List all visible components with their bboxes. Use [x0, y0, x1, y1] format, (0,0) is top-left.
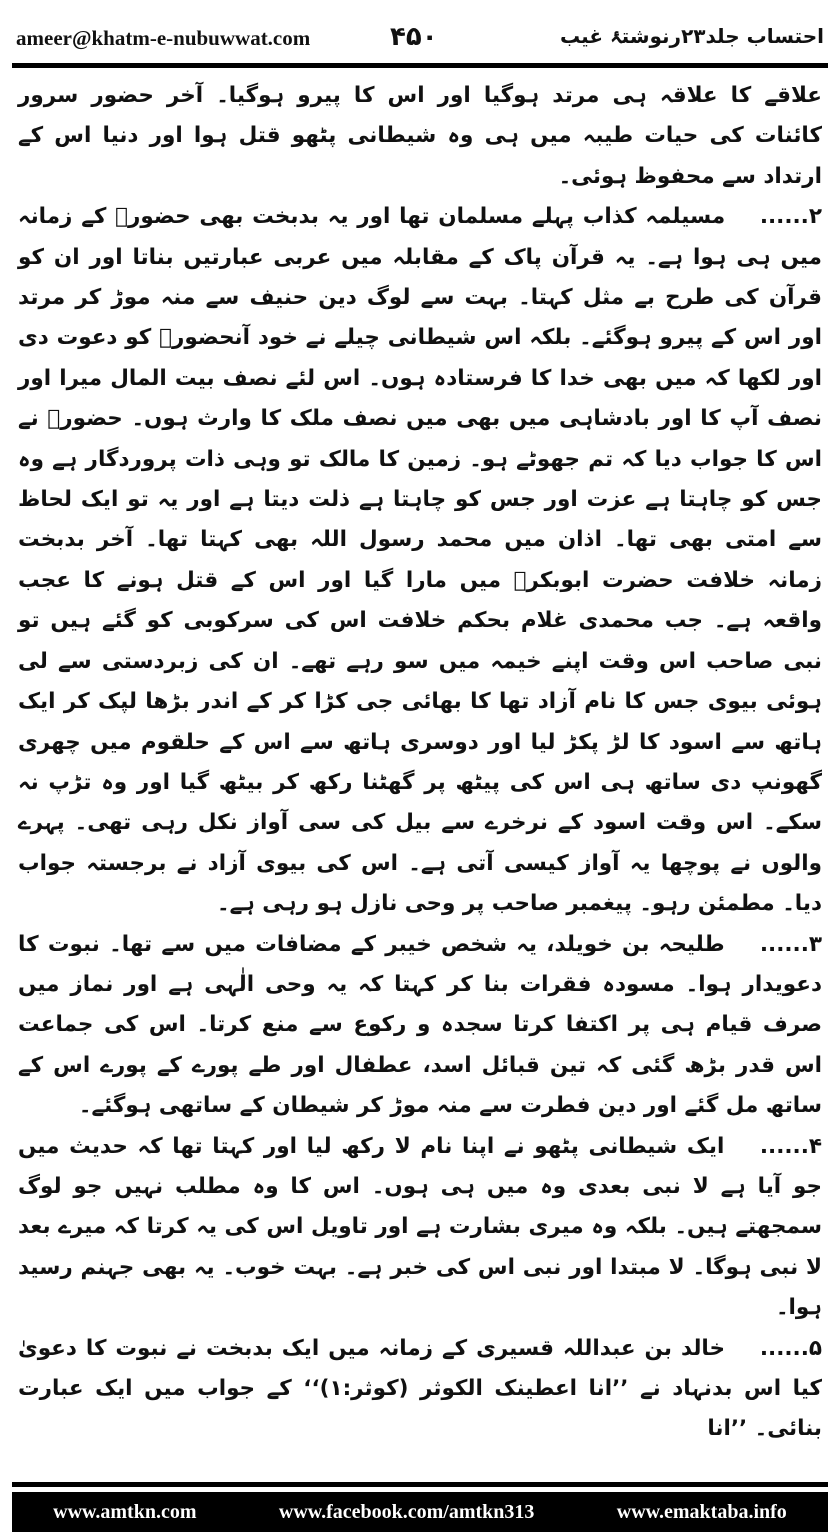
footer-rule — [12, 1482, 828, 1487]
paragraph-text: خالد بن عبداللہ قسیری کے زمانہ میں ایک بدبخت نے نبوت کا دعویٰ کیا اس بدنہاد نے ’’انا اعطینک الکوثر (کوثر:۱)‘‘ کے جواب میں ایک عبارت بنائی۔ ’’انا — [18, 1335, 822, 1442]
paragraph-number: ۵...... — [759, 1335, 822, 1361]
header-email: ameer@khatm-e-nubuwwat.com — [16, 26, 311, 50]
paragraph-text: مسیلمہ کذاب پہلے مسلمان تھا اور یہ بدبخت بھی حضورﷺ کے زمانہ میں ہی ہوا ہے۔ یہ قرآن پاک کے مقابلہ میں عربی عبارتیں بناتا اور ان کو قرآن کی طرح بے مثل کہتا۔ بہت سے لوگ دین حنیف سے منہ موڑ کر مرتد اور اس کے پیرو ہوگئے۔ بلکہ اس شیطانی چیلے نے خود آنحضورﷺ کو دعوت دی اور لکھا کہ میں بھی خدا کا فرستادہ ہوں۔ اس لئے نصف بیت المال میرا اور نصف آپ کا اور بادشاہی میں بھی میں نصف ملک کا وارث ہوں۔ حضورﷺ نے اس کا جواب دیا کہ تم جھوٹے ہو۔ زمین کا مالک تو وہی ذات پروردگار ہے وہ جس کو چاہتا ہے عزت اور جس کو چاہتا ہے ذلت دیتا ہے اور یہ تو ایک لحاظ سے امتی بھی تھا۔ اذان میں محمد رسول اللہ بھی کہتا تھا۔ آخر بدبخت زمانہ خلافت حضرت ابوبکرؓ میں مارا گیا اور اس کے قتل ہونے کا عجب واقعہ ہے۔ جب محمدی غلام بحکم خلافت اس کی سرکوبی کو گئے ہیں تو نبی صاحب اس وقت اپنے خیمہ میں سو رہے تھے۔ ان کی زبردستی سے لی ہوئی بیوی جس کا نام آزاد تھا کا بھائی جی کڑا کر کے اندر بڑھا لپک کر ایک ہاتھ سے اسود کا لڑ پکڑ لیا اور دوسری ہاتھ سے اس کے حلقوم میں چھری گھونپ دی ساتھ ہی اس کی پیٹھ پر گھٹنا رکھ کر بیٹھ گیا اور وہ تڑپ نہ سکے۔ اس وقت اسود کے نرخرے سے بیل کی سی آواز نکل رہی تھی۔ پہرے والوں نے پوچھا یہ آواز کیسی آتی ہے۔ اس کی بیوی آزاد نے برجستہ جواب دیا۔ مطمئن رہو۔ پیغمبر صاحب پر وحی نازل ہو رہی ہے۔ — [18, 204, 822, 917]
paragraph-number: ۳...... — [759, 931, 822, 957]
page-body — [18, 76, 822, 1476]
paragraph-1 — [18, 76, 822, 197]
page-header — [12, 10, 828, 62]
paragraph-number: ۲...... — [759, 204, 822, 230]
paragraph-2 — [18, 197, 822, 924]
running-title: احتساب جلد۲۳رنوشتۂ غیب — [560, 24, 824, 48]
paragraph-number: ۴...... — [759, 1133, 822, 1159]
paragraph-text: طلیحہ بن خویلد، یہ شخص خیبر کے مضافات میں سے تھا۔ نبوت کا دعویدار ہوا۔ مسودہ فقرات بنا کر کہتا کہ یہ وحی الٰہی ہے اور نماز میں صرف قیام ہی پر اکتفا کرتا سجدہ و رکوع سے منع کرتا۔ اس کی جماعت اس قدر بڑھ گئی کہ تین قبائل اسد، عطفال اور طے پورے کے پورے اس کے ساتھ مل گئے اور دین فطرت سے منہ موڑ کر شیطان کے ساتھی ہوگئے۔ — [18, 931, 822, 1119]
paragraph-5 — [18, 1329, 822, 1450]
footer-link-emaktaba[interactable]: www.emaktaba.info — [616, 1500, 787, 1523]
paragraph-text: علاقے کا علاقہ ہی مرتد ہوگیا اور اس کا پیرو ہوگیا۔ آخر حضور سرور کائنات کی حیات طیبہ میں ہی وہ شیطانی پٹھو قتل ہوا اور دنیا اس کے ارتداد سے محفوظ ہوئی۔ — [18, 83, 822, 189]
paragraph-text: ایک شیطانی پٹھو نے اپنا نام لا رکھ لیا اور کہتا تھا کہ حدیث میں جو آیا ہے لا نبی بعدی وہ میں ہی ہوں۔ اس کا وہ مطلب نہیں جو لوگ سمجھتے ہیں۔ بلکہ وہ میری بشارت ہے اور تاویل اس کی یہ کرتا کہ میرے بعد لا نبی ہوگا۔ لا مبتدا اور نبی اس کی خبر ہے۔ بہت خوب۔ یہ بھی جہنم رسید ہوا۔ — [18, 1133, 822, 1321]
footer-link-facebook[interactable]: www.facebook.com/amtkn313 — [278, 1500, 535, 1523]
page-number: ۴۵۰ — [390, 22, 438, 52]
footer-link-amtkn[interactable]: www.amtkn.com — [53, 1500, 197, 1523]
page-footer — [12, 1492, 828, 1532]
paragraph-4 — [18, 1127, 822, 1329]
header-rule — [12, 63, 828, 68]
paragraph-3 — [18, 925, 822, 1127]
